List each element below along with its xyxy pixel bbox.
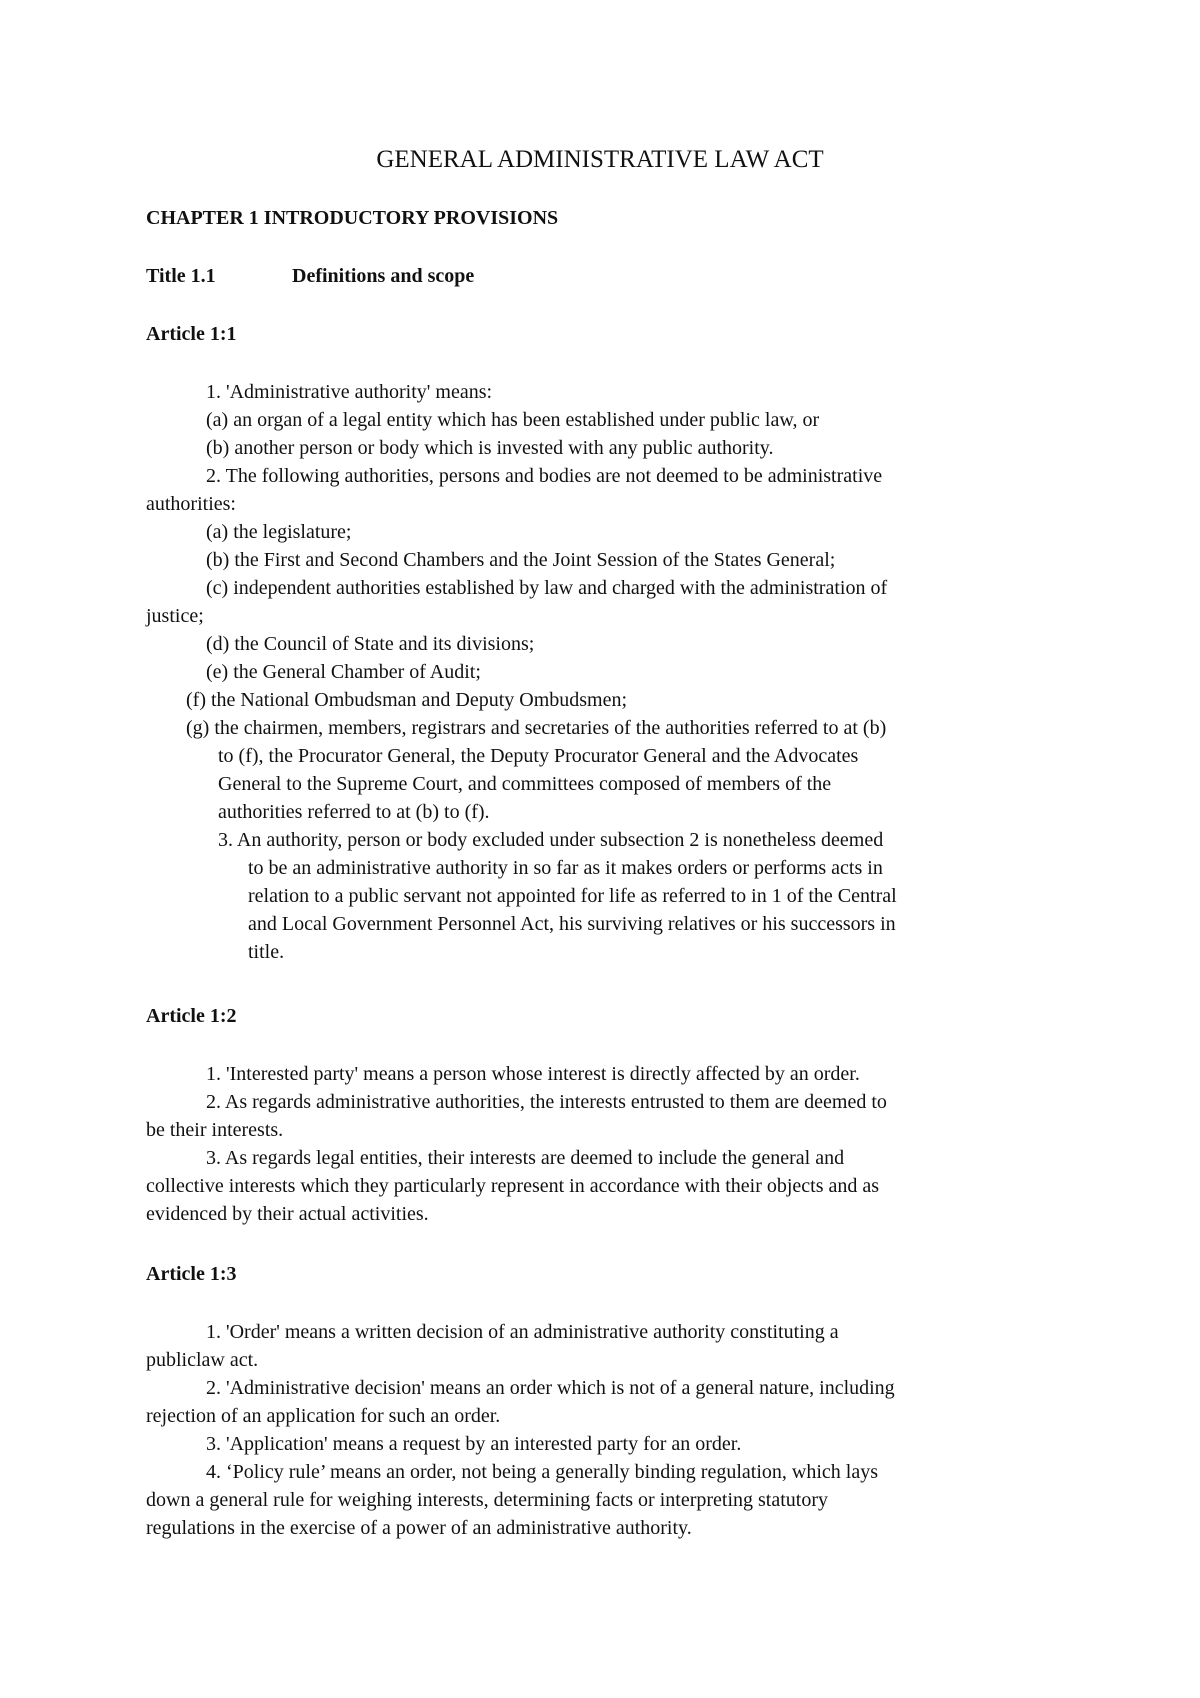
article-line: (b) another person or body which is invested with any public authority. <box>206 437 774 459</box>
article-line: authorities: <box>146 493 236 515</box>
article-line: regulations in the exercise of a power of an administrative authority. <box>146 1517 692 1539</box>
article-line: be their interests. <box>146 1119 284 1141</box>
article-line: 2. 'Administrative decision' means an order which is not of a general nature, including <box>206 1377 895 1399</box>
article-line: justice; <box>146 605 204 627</box>
article-heading: Article 1:2 <box>146 1005 237 1027</box>
article-line: to (f), the Procurator General, the Deputy Procurator General and the Advocates <box>218 745 859 767</box>
article-line: rejection of an application for such an order. <box>146 1405 501 1427</box>
article-line: 4. ‘Policy rule’ means an order, not being a generally binding regulation, which lays <box>206 1461 878 1483</box>
title-name: Definitions and scope <box>292 265 475 287</box>
article-line: evidenced by their actual activities. <box>146 1203 429 1225</box>
article-line: and Local Government Personnel Act, his surviving relatives or his successors in <box>248 913 896 935</box>
article-heading: Article 1:3 <box>146 1263 237 1285</box>
title-number: Title 1.1 <box>146 265 216 287</box>
article-line: (f) the National Ombudsman and Deputy Ombudsmen; <box>186 689 628 711</box>
article-line: 1. 'Interested party' means a person whose interest is directly affected by an order. <box>206 1063 860 1085</box>
article-line: down a general rule for weighing interests, determining facts or interpreting statutory <box>146 1489 829 1511</box>
article-line: (b) the First and Second Chambers and the Joint Session of the States General; <box>206 549 836 571</box>
article-line: (a) the legislature; <box>206 521 352 543</box>
article-line: to be an administrative authority in so far as it makes orders or performs acts in <box>248 857 883 879</box>
article-line: (a) an organ of a legal entity which has been established under public law, or <box>206 409 820 431</box>
article-line: (g) the chairmen, members, registrars and secretaries of the authorities referred to at (b) <box>186 717 887 739</box>
article-line: relation to a public servant not appointed for life as referred to in 1 of the Central <box>248 885 897 907</box>
article-heading: Article 1:1 <box>146 323 237 345</box>
article-line: (d) the Council of State and its divisions; <box>206 633 535 655</box>
document-title: GENERAL ADMINISTRATIVE LAW ACT <box>376 146 824 173</box>
article-line: 3. 'Application' means a request by an interested party for an order. <box>206 1433 742 1455</box>
article-line: collective interests which they particularly represent in accordance with their objects and as <box>146 1175 880 1197</box>
article-line: authorities referred to at (b) to (f). <box>218 801 490 823</box>
article-line: (e) the General Chamber of Audit; <box>206 661 481 683</box>
article-line: 2. As regards administrative authorities, the interests entrusted to them are deemed to <box>206 1091 887 1113</box>
article-line: 1. 'Administrative authority' means: <box>206 381 493 403</box>
article-line: 1. 'Order' means a written decision of an administrative authority constituting a <box>206 1321 839 1343</box>
article-line: General to the Supreme Court, and committees composed of members of the <box>218 773 832 795</box>
article-line: 3. As regards legal entities, their interests are deemed to include the general and <box>206 1147 845 1169</box>
article-line: publiclaw act. <box>146 1349 259 1371</box>
chapter-heading: CHAPTER 1 INTRODUCTORY PROVISIONS <box>146 207 559 229</box>
article-line: 3. An authority, person or body excluded under subsection 2 is nonetheless deemed <box>218 829 884 851</box>
article-line: (c) independent authorities established by law and charged with the administration of <box>206 577 888 599</box>
article-line: title. <box>248 941 285 963</box>
article-line: 2. The following authorities, persons and bodies are not deemed to be administrative <box>206 465 883 487</box>
